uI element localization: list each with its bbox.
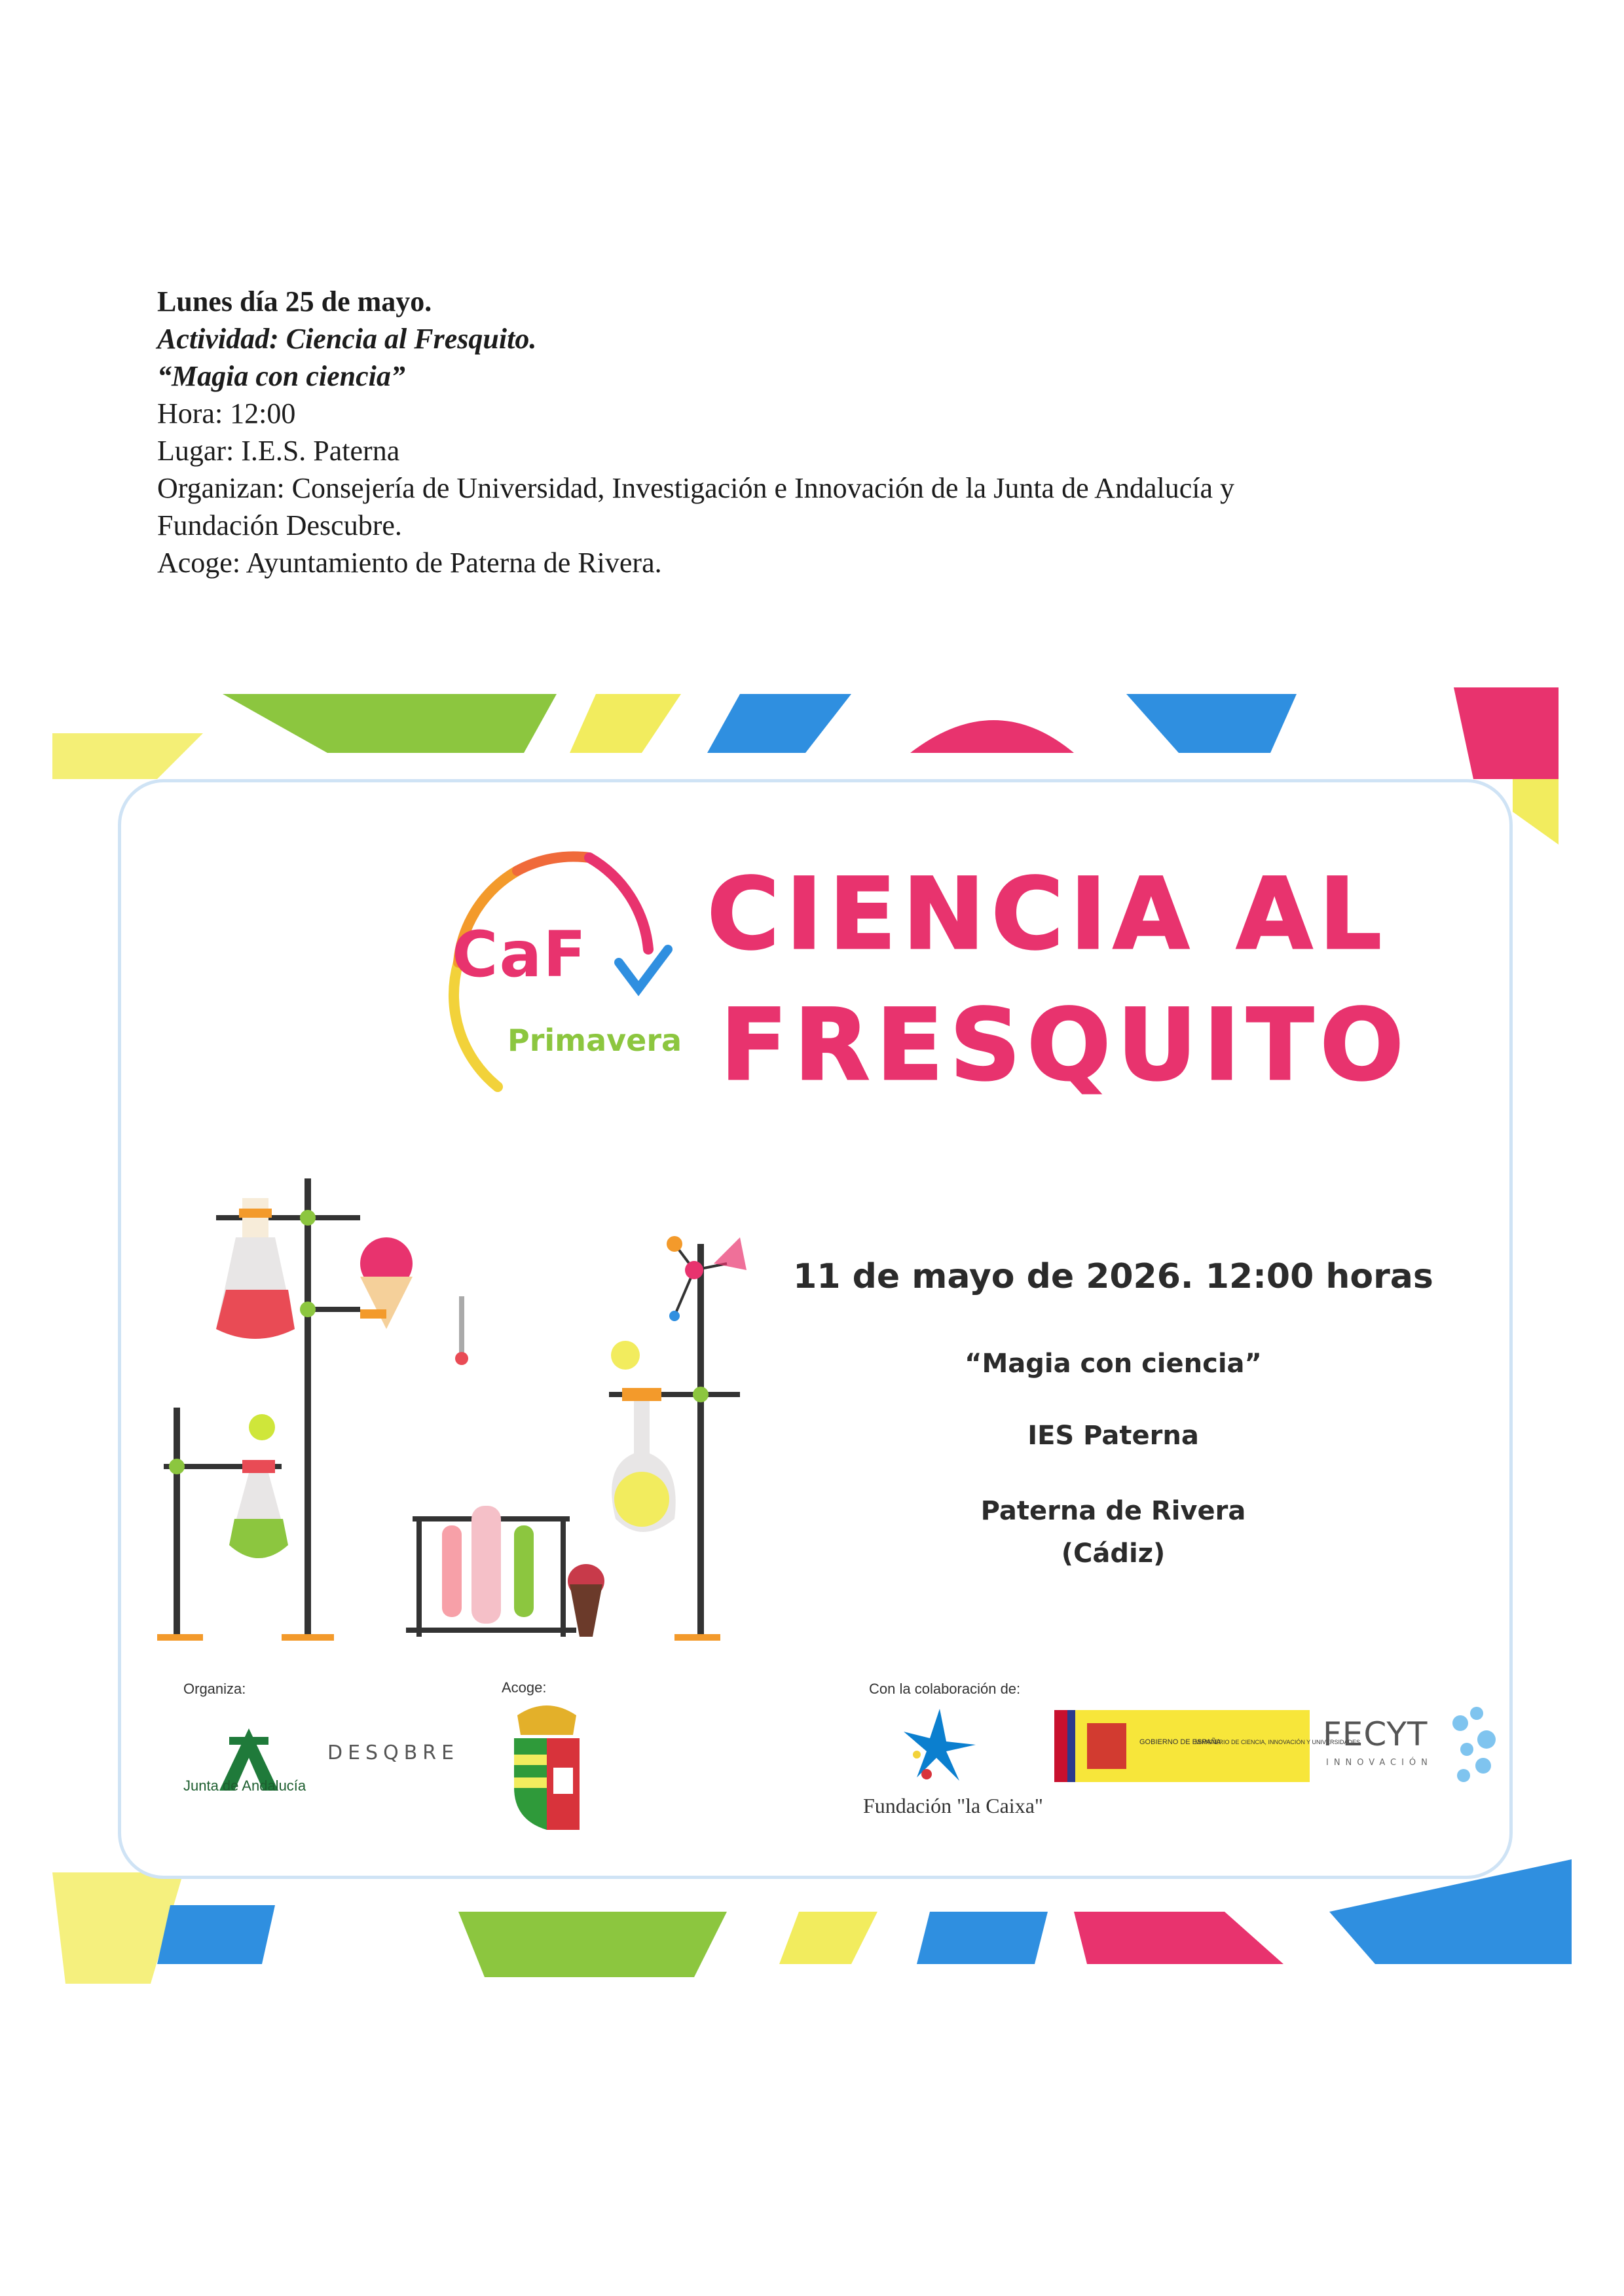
caf-logo-subtitle: Primavera [507,1023,682,1058]
gobierno-text: GOBIERNO DE ESPAÑA [1139,1738,1221,1746]
event-name: “Magia con ciencia” [965,1349,1262,1379]
caixa-name: Fundación "la Caixa" [863,1794,1043,1817]
ministerio-text: MINISTERIO DE CIENCIA, INNOVACIÓN Y UNIVERSIDADES [1195,1739,1361,1745]
spain-shield-icon [1054,1710,1361,1782]
colaboracion-label: Con la colaboración de: [869,1681,1021,1697]
junta-logo-icon [190,1705,308,1817]
poster-title-line2: FRESQUITO [720,989,1411,1102]
intro-date: Lunes día 25 de mayo. [157,285,432,318]
fecyt-subtitle: INNOVACIÓN [1326,1758,1433,1768]
poster-title-line1: CIENCIA AL [707,858,1388,972]
intro-host: Acoge: Ayuntamiento de Paterna de Rivera. [157,547,662,579]
intro-place: Lugar: I.E.S. Paterna [157,435,400,467]
intro-activity: Actividad: Ciencia al Fresquito. [157,323,537,355]
fecyt-logo-text: FECYT [1323,1715,1428,1753]
event-date-time: 11 de mayo de 2026. 12:00 horas [793,1257,1433,1296]
junta-name: Junta de Andalucía [183,1777,306,1794]
caf-logo-text: CaF [452,918,587,991]
event-region: (Cádiz) [1061,1539,1166,1569]
descubre-logo: DESQBRE [327,1741,460,1764]
intro-title: “Magia con ciencia” [157,360,405,392]
acoge-label: Acoge: [502,1679,547,1696]
lab-illustration-icon [164,1178,819,1650]
intro-organizers: Organizan: Consejería de Universidad, Investigación e Innovación de la Junta de Andalucía y [157,472,1234,504]
event-venue: IES Paterna [1027,1421,1199,1451]
intro-organizers-cont: Fundación Descubre. [157,509,402,541]
caixa-star-icon [891,1705,982,1784]
event-poster [52,681,1585,1984]
intro-time: Hora: 12:00 [157,397,296,429]
fecyt-dots-icon [1447,1704,1506,1789]
intro-text [157,283,1467,581]
event-town: Paterna de Rivera [980,1496,1246,1526]
organiza-label: Organiza: [183,1681,246,1697]
coat-of-arms-icon [498,1702,596,1833]
